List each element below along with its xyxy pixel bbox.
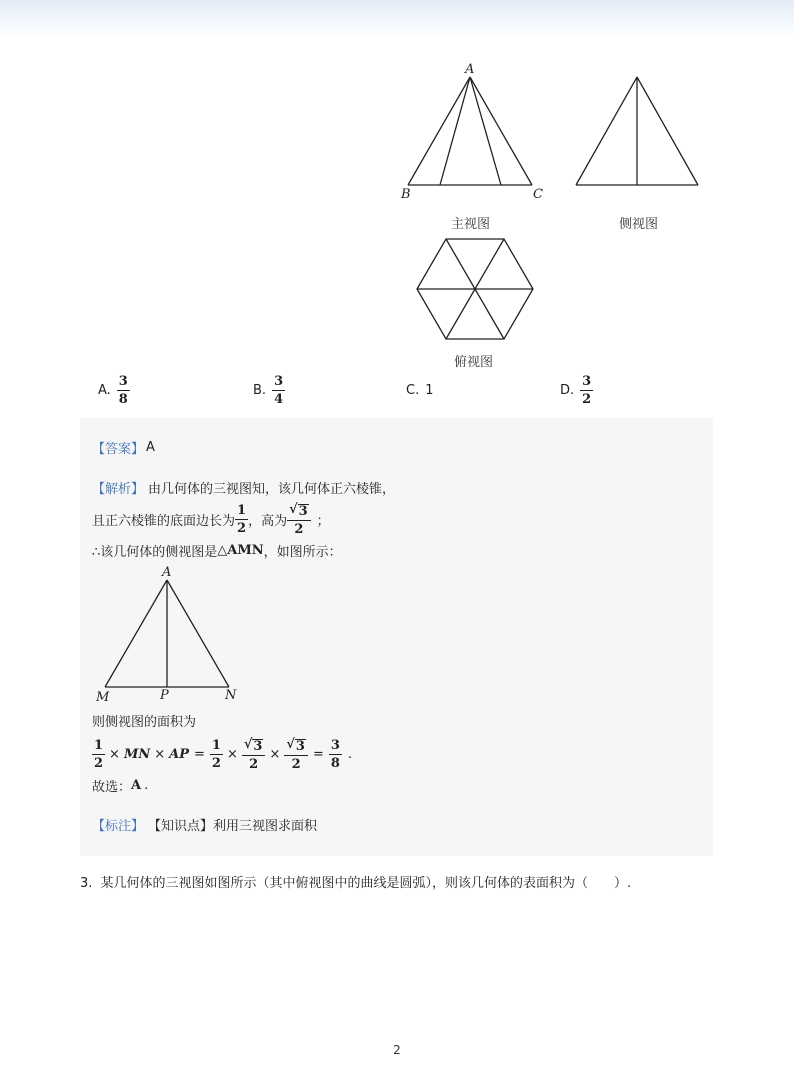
equation-end: . [347,746,353,762]
side-view-caption: 侧视图 [619,217,659,232]
question-number: 3. [80,876,93,891]
fraction-denominator: 2 [211,755,221,771]
fraction-denominator: 2 [294,521,304,537]
area-intro-text: 则侧视图的面积为 [92,715,197,730]
sqrt-radicand: 3 [298,503,308,519]
analysis-text-2-prefix: 且正六棱锥的底面边长为 [92,513,236,529]
vertex-label-a: A [465,62,475,77]
side-view-drawing [576,77,698,185]
sqrt-sign: √ [243,736,253,752]
analysis-line-2 [92,500,330,538]
analysis-text-2-mid: ，高为 [248,513,288,529]
note-line [92,815,317,834]
option-letter: D. [560,382,575,398]
fraction-denominator: 2 [94,755,104,771]
analysis-text-3-prefix: ∴该几何体的侧视图是 [92,545,218,560]
vertex-label-b: B [401,187,411,202]
fraction-numerator [242,738,266,756]
page-number: 2 [393,1043,401,1057]
answer-value: A [146,440,155,455]
area-equation [92,734,352,774]
equation-fraction [242,738,266,771]
fraction-numerator: 3 [118,373,128,389]
sqrt-sign: √ [286,736,295,752]
fraction-numerator [287,503,311,521]
option-letter: B. [253,382,267,398]
sqrt-sign: √ [289,501,298,517]
choice-value: A [131,778,142,793]
analysis-line-3 [92,541,342,560]
analysis-text-1: 由几何体的三视图知，该几何体正六棱锥， [148,482,396,497]
fraction-numerator: 3 [582,373,592,389]
page-header-band [0,0,794,40]
vertex-label-p: P [160,688,169,703]
base-edge-fraction [235,504,248,535]
front-view-drawing [408,77,532,185]
note-tag: 【标注】 [92,819,145,834]
note-text: 【知识点】利用三视图求面积 [148,819,318,834]
question-text: 某几何体的三视图如图所示（其中俯视图中的曲线是圆弧），则该几何体的表面积为（ ）. [100,876,632,891]
choice-prefix: 故选： [92,780,132,795]
sqrt-radicand: 3 [295,738,305,754]
sqrt-radicand: 3 [253,738,263,754]
analysis-text-2-suffix: ； [316,513,330,529]
option-c[interactable] [406,370,434,410]
option-letter: C. [406,382,420,398]
fraction-denominator: 8 [330,755,340,771]
vertex-label-a: A [162,565,172,580]
front-view-caption: 主视图 [451,217,491,232]
question-3 [80,872,631,891]
fraction-denominator: 2 [249,756,259,772]
fraction-denominator: 2 [291,756,301,772]
top-view-caption: 俯视图 [454,355,494,370]
height-fraction [287,503,311,536]
equation-fraction [284,738,308,771]
fraction-numerator: 1 [237,502,247,518]
equation-fraction [329,739,342,770]
top-view-drawing [417,239,533,339]
fraction-numerator: 3 [274,373,284,389]
times-sign: × [109,746,120,762]
segment-mn: MN [123,746,151,762]
fraction-denominator: 2 [582,391,592,407]
answer-tag: 【答案】 [92,442,145,457]
vertex-label-c: C [533,187,543,202]
triangle-amn-drawing [105,580,229,687]
equals-sign: = [194,746,205,762]
option-fraction [117,375,130,406]
option-fraction [272,375,285,406]
answer-line [92,438,155,457]
vertex-label-m: M [96,690,110,705]
choice-line [92,776,148,795]
fraction-denominator: 4 [274,391,284,407]
analysis-tag: 【解析】 [92,482,145,497]
choice-end: . [144,778,149,793]
answer-options [98,370,698,410]
option-d[interactable] [560,370,593,410]
area-intro-line [92,711,196,730]
analysis-text-3-suffix: ，如图所示： [263,545,342,560]
segment-ap: AP [169,746,190,762]
fraction-denominator: 8 [118,391,128,407]
fraction-denominator: 2 [237,520,247,536]
equals-sign: = [312,746,324,762]
option-value: 1 [425,382,434,398]
three-views-figure [395,55,715,375]
option-fraction [580,375,593,406]
fraction-numerator [284,738,308,756]
option-b[interactable] [253,370,285,410]
vertex-label-n: N [225,688,237,703]
analysis-line-1 [92,478,395,497]
times-sign: × [154,746,166,762]
equation-fraction [210,739,223,770]
triangle-amn: △AMN [217,543,264,558]
side-view-triangle-figure [90,560,250,710]
fraction-numerator: 1 [211,737,221,753]
fraction-numerator: 3 [330,737,340,753]
option-letter: A. [98,382,111,398]
option-a[interactable] [98,370,130,410]
equation-fraction [92,739,105,770]
times-sign: × [269,746,281,762]
times-sign: × [226,746,238,762]
fraction-numerator: 1 [94,737,104,753]
